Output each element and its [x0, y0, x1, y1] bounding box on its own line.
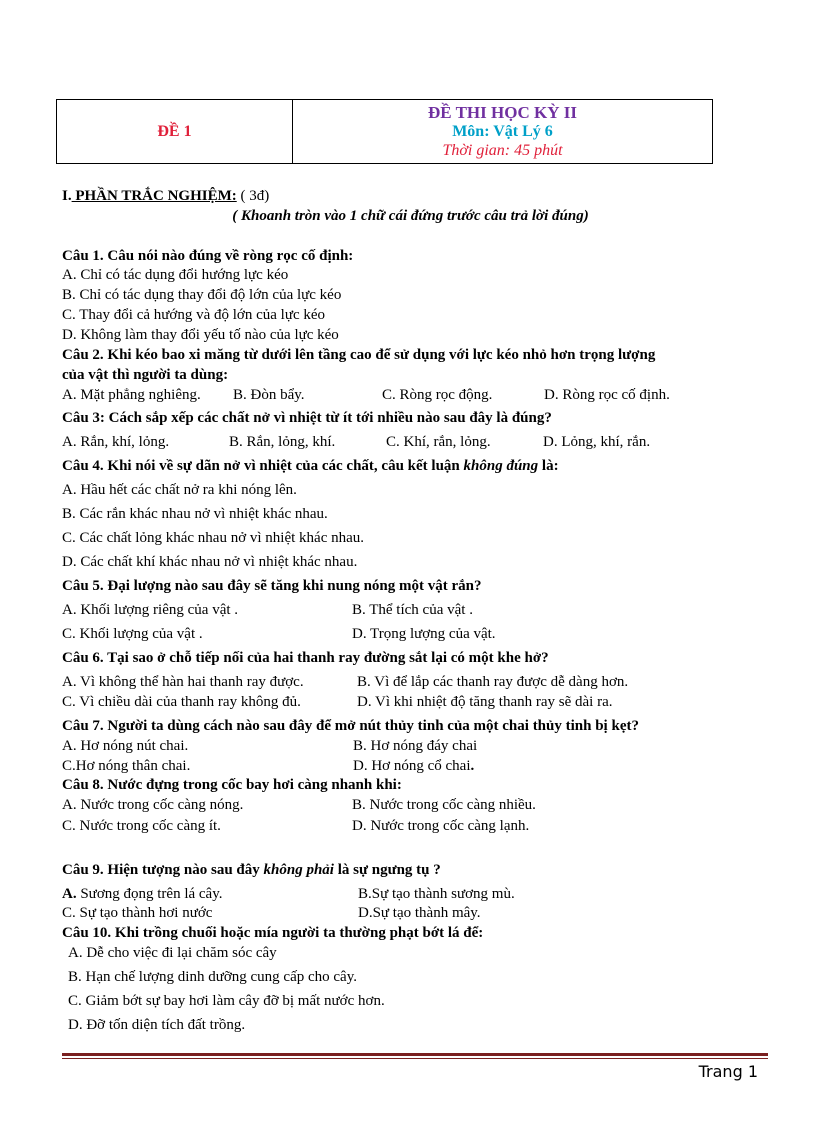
q8-option-b: B. Nước trong cốc càng nhiều.: [352, 797, 536, 813]
footer-rule-thick: [62, 1053, 768, 1056]
section-instruction: ( Khoanh tròn vào 1 chữ cái đứng trước câu trả lời đúng): [232, 208, 589, 224]
q4-option-d: D. Các chất khí khác nhau nở vì nhiệt khác nhau.: [62, 554, 358, 570]
section-points: ( 3đ): [236, 188, 270, 204]
question-5: Câu 5. Đại lượng nào sau đây sẽ tăng khi nung nóng một vật rắn?: [62, 578, 482, 594]
question-10: Câu 10. Khi trồng chuối hoặc mía người ta thường phạt bớt lá để:: [62, 925, 484, 941]
q8-option-c: C. Nước trong cốc càng ít.: [62, 818, 221, 834]
question-3: Câu 3: Cách sắp xếp các chất nở vì nhiệt từ ít tới nhiều nào sau đây là đúng?: [62, 410, 552, 426]
q3-option-a: A. Rắn, khí, lỏng.: [62, 434, 170, 450]
q6-option-c: C. Vì chiều dài của thanh ray không đủ.: [62, 694, 301, 710]
q6-option-a: A. Vì không thể hàn hai thanh ray được.: [62, 674, 304, 690]
q8-option-a: A. Nước trong cốc càng nóng.: [62, 797, 244, 813]
q9-option-a: [62, 884, 223, 904]
page-number: Trang 1: [698, 1062, 758, 1081]
q3-option-c: C. Khí, rắn, lỏng.: [386, 434, 491, 450]
q8-option-d: D. Nước trong cốc càng lạnh.: [352, 818, 530, 834]
question-7: Câu 7. Người ta dùng cách nào sau đây để mở nút thủy tinh của một chai thủy tinh bị kẹt?: [62, 718, 639, 734]
q4-option-a: A. Hầu hết các chất nở ra khi nóng lên.: [62, 482, 297, 498]
question-2-line1: Câu 2. Khi kéo bao xi măng từ dưới lên tầng cao để sử dụng với lực kéo nhỏ hơn trọng lượng: [62, 347, 656, 363]
question-4-emphasis: không đúng: [463, 458, 539, 474]
question-9: [62, 860, 441, 880]
question-6: Câu 6. Tại sao ở chỗ tiếp nối của hai thanh ray đường sắt lại có một khe hở?: [62, 650, 549, 666]
q1-option-a: A. Chỉ có tác dụng đổi hướng lực kéo: [62, 267, 289, 283]
q2-option-b: B. Đòn bẩy.: [233, 387, 305, 403]
q4-option-c: C. Các chất lỏng khác nhau nở vì nhiệt khác nhau.: [62, 530, 365, 546]
q1-option-c: C. Thay đổi cả hướng và độ lớn của lực kéo: [62, 307, 326, 323]
q9-option-a-text: Sương đọng trên lá cây.: [76, 886, 223, 902]
section-prefix: I.: [62, 188, 72, 204]
q9-option-c: C. Sự tạo thành hơi nước: [62, 905, 213, 921]
question-1: Câu 1. Câu nói nào đúng về ròng rọc cố định:: [62, 248, 354, 264]
q2-option-c: C. Ròng rọc động.: [382, 387, 493, 403]
q7-option-d: [353, 756, 474, 776]
q1-option-d: D. Không làm thay đổi yếu tố nào của lực kéo: [62, 327, 339, 343]
question-9-text: Câu 9. Hiện tượng nào sau đây: [62, 862, 264, 878]
q7-option-c: C.Hơ nóng thân chai.: [62, 758, 191, 774]
q6-option-b: B. Vì để lắp các thanh ray được dễ dàng hơn.: [357, 674, 629, 690]
q5-option-b: B. Thể tích của vật .: [352, 602, 473, 618]
section-heading: [62, 186, 269, 206]
exam-info: [293, 100, 712, 163]
q9-option-d: D.Sự tạo thành mây.: [358, 905, 481, 921]
q10-option-b: B. Hạn chế lượng dinh dưỡng cung cấp cho cây.: [68, 969, 357, 985]
q2-option-a: A. Mặt phẳng nghiêng.: [62, 387, 201, 403]
q9-option-b: B.Sự tạo thành sương mù.: [358, 886, 515, 902]
question-8: Câu 8. Nước đựng trong cốc bay hơi càng nhanh khi:: [62, 777, 402, 793]
exam-header-table: [56, 99, 713, 164]
q9-option-a-letter: A.: [62, 886, 77, 902]
exam-code: ĐỀ 1: [57, 100, 293, 163]
q7-option-d-dot: .: [470, 758, 475, 774]
question-4: [62, 456, 559, 476]
q3-option-d: D. Lỏng, khí, rắn.: [543, 434, 651, 450]
question-4-text: Câu 4. Khi nói về sự dãn nở vì nhiệt của các chất, câu kết luận: [62, 458, 464, 474]
q5-option-a: A. Khối lượng riêng của vật .: [62, 602, 239, 618]
q7-option-b: B. Hơ nóng đáy chai: [353, 738, 478, 754]
question-4-tail: là:: [538, 458, 559, 474]
q7-option-a: A. Hơ nóng nút chai.: [62, 738, 189, 754]
q1-option-b: B. Chỉ có tác dụng thay đổi độ lớn của lực kéo: [62, 287, 342, 303]
question-9-tail: là sự ngưng tụ ?: [333, 862, 441, 878]
q10-option-a: A. Dễ cho việc đi lại chăm sóc cây: [68, 945, 277, 961]
q4-option-b: B. Các rắn khác nhau nở vì nhiệt khác nhau.: [62, 506, 328, 522]
question-2-line2: của vật thì người ta dùng:: [62, 367, 229, 383]
q5-option-d: D. Trọng lượng của vật.: [352, 626, 496, 642]
exam-time: Thời gian: 45 phút: [442, 142, 563, 159]
q6-option-d: D. Vì khi nhiệt độ tăng thanh ray sẽ dài ra.: [357, 694, 613, 710]
q7-option-d-text: D. Hơ nóng cổ chai: [353, 758, 471, 774]
section-title: PHẦN TRẮC NGHIỆM:: [71, 188, 237, 204]
exam-title: ĐỀ THI HỌC KỲ II: [428, 103, 577, 122]
question-9-emphasis: không phải: [263, 862, 334, 878]
q2-option-d: D. Ròng rọc cố định.: [544, 387, 670, 403]
footer-rule-thin: [62, 1058, 768, 1059]
q3-option-b: B. Rắn, lỏng, khí.: [229, 434, 336, 450]
q5-option-c: C. Khối lượng của vật .: [62, 626, 203, 642]
q10-option-c: C. Giảm bớt sự bay hơi làm cây đỡ bị mất nước hơn.: [68, 993, 385, 1009]
exam-subject: Môn: Vật Lý 6: [452, 123, 553, 140]
q10-option-d: D. Đỡ tốn diện tích đất trồng.: [68, 1017, 246, 1033]
